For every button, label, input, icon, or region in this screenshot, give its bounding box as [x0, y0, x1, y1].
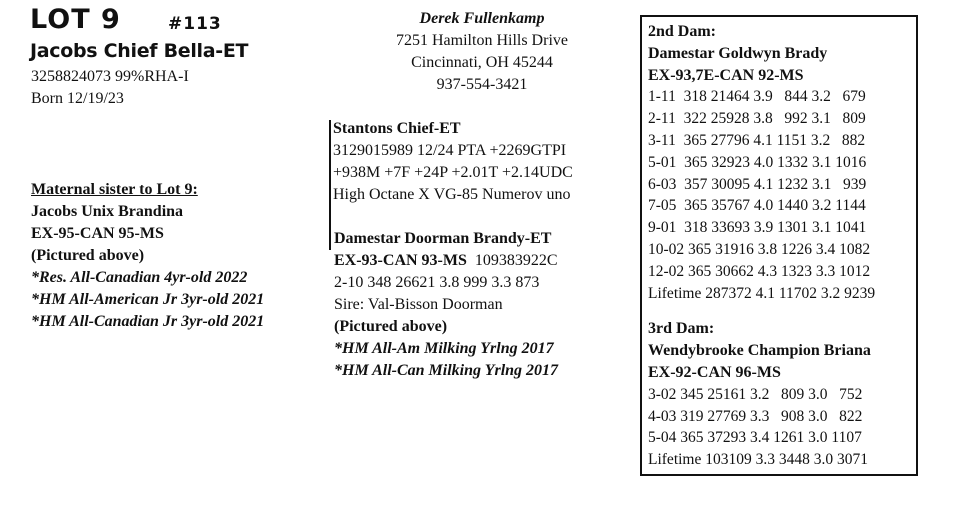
spacer [648, 304, 916, 318]
record-row: 6-03 357 30095 4.1 1232 3.1 939 [648, 175, 867, 193]
third-dam-records [648, 384, 916, 471]
second-dam-heading: 2nd Dam: [648, 23, 717, 40]
lot-label: LOT 9 [30, 4, 121, 35]
dam-name: Damestar Doorman Brandy-ET [334, 230, 552, 247]
sire-section [333, 118, 573, 206]
dam-section [334, 228, 558, 382]
maternal-sister-honor: *HM All-Canadian Jr 3yr-old 2021 [31, 313, 265, 330]
record-row: 5-04 365 37293 3.4 1261 3.0 1107 [648, 429, 862, 447]
divider-line [329, 120, 331, 250]
maternal-sister-classification: EX-95-CAN 95-MS [31, 225, 164, 242]
sire-line: +938M +7F +24P +2.01T +2.14UDC [333, 164, 573, 181]
record-row: 7-05 365 35767 4.0 1440 3.2 1144 [648, 197, 866, 215]
owner-phone: 937-554-3421 [436, 76, 528, 93]
dam-sire: Sire: Val-Bisson Doorman [334, 296, 503, 313]
third-dam-classification: EX-92-CAN 96-MS [648, 363, 781, 381]
dam-registration: 109383922C [474, 252, 558, 269]
owner-name: Derek Fullenkamp [419, 10, 545, 27]
maternal-sister-honor: *Res. All-Canadian 4yr-old 2022 [31, 269, 248, 286]
dam-classification: EX-93-CAN 93-MS [334, 252, 467, 269]
dam-record: 2-10 348 26621 3.8 999 3.3 873 [334, 274, 540, 291]
dam-class-line [334, 250, 558, 272]
owner-address-line1: 7251 Hamilton Hills Drive [396, 32, 568, 49]
record-row: 9-01 318 33693 3.9 1301 3.1 1041 [648, 219, 867, 237]
record-row: 1-11 318 21464 3.9 844 3.2 679 [648, 88, 866, 106]
record-row: 3-02 345 25161 3.2 809 3.0 752 [648, 385, 863, 403]
maternal-sister-section [31, 179, 264, 333]
maternal-sister-name: Jacobs Unix Brandina [31, 203, 184, 220]
sire-line: High Octane X VG-85 Numerov uno [333, 186, 571, 203]
third-dam-heading: 3rd Dam: [648, 320, 715, 338]
maternal-sister-heading: Maternal sister to Lot 9: [31, 181, 198, 198]
animal-registration: 3258824073 99%RHA-I [31, 68, 189, 85]
record-row: 5-01 365 32923 4.0 1332 3.1 1016 [648, 153, 867, 171]
maternal-sister-pictured: (Pictured above) [31, 247, 145, 264]
owner-address-line2: Cincinnati, OH 45244 [411, 54, 553, 71]
second-dam-name: Damestar Goldwyn Brady [648, 44, 828, 62]
record-row: 4-03 319 27769 3.3 908 3.0 822 [648, 407, 863, 425]
lifetime-row: Lifetime 287372 4.1 11702 3.2 9239 [648, 284, 876, 302]
pedigree-box [640, 15, 918, 476]
record-row: 2-11 322 25928 3.8 992 3.1 809 [648, 110, 866, 128]
record-row: 12-02 365 30662 4.3 1323 3.3 1012 [648, 262, 871, 280]
sire-line: 3129015989 12/24 PTA +2269GTPI [333, 142, 567, 159]
record-row: 10-02 365 31916 3.8 1226 3.4 1082 [648, 240, 871, 258]
record-row: 3-11 365 27796 4.1 1151 3.2 882 [648, 131, 866, 149]
lot-number: #113 [168, 14, 222, 34]
second-dam-records [648, 86, 916, 304]
second-dam-classification: EX-93,7E-CAN 92-MS [648, 66, 804, 84]
dam-honor: *HM All-Can Milking Yrlng 2017 [334, 362, 559, 379]
dam-honor: *HM All-Am Milking Yrlng 2017 [334, 340, 554, 357]
owner-block [330, 8, 634, 96]
dam-pictured: (Pictured above) [334, 318, 448, 335]
animal-born: Born 12/19/23 [31, 90, 124, 107]
maternal-sister-honor: *HM All-American Jr 3yr-old 2021 [31, 291, 265, 308]
sire-name: Stantons Chief-ET [333, 120, 461, 137]
animal-name: Jacobs Chief Bella-ET [30, 40, 249, 62]
third-dam-name: Wendybrooke Champion Briana [648, 342, 871, 360]
lifetime-row: Lifetime 103109 3.3 3448 3.0 3071 [648, 451, 868, 469]
